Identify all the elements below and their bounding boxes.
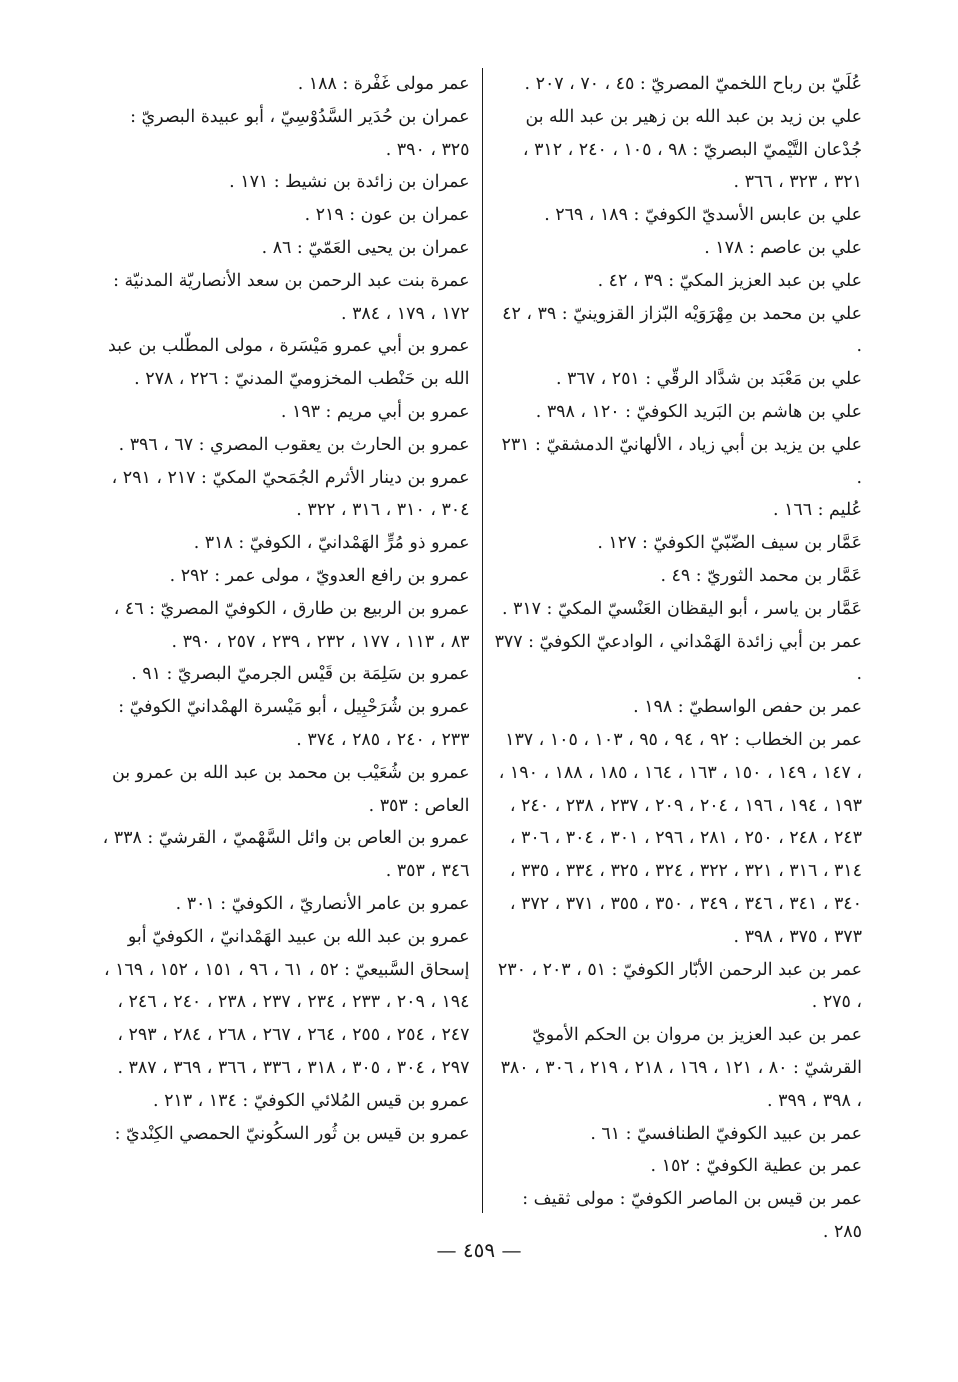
index-entry: علي بن عاصم : ١٧٨ . — [704, 237, 862, 258]
right-column — [487, 68, 863, 1242]
index-entry: عمرو بن عامر الأنصاريّ ، الكوفيّ : ٣٠١ . — [175, 893, 470, 914]
index-entry: عمرو بن قيس بن ثُور السكُونيّ الحمصي الكِنْديّ : — [114, 1123, 470, 1144]
index-entry: عمر بن عبد الرحمن الأبّار الكوفيّ : ٥١ ، ٢٠٣ ، ٢٣٠ ، ٢٧٥ . — [497, 959, 862, 1013]
index-entry: علي بن مَعْبَد بن شدَّاد الرقّي : ٢٥١ ، ٣٦٧ . — [555, 369, 862, 390]
index-entry: عمر بن عبيد الكوفيّ الطنافسيّ : ٦١ . — [590, 1123, 862, 1144]
index-entry: عمرو بن الربيع بن طارق ، الكوفيّ المصريّ : ٤٦ ، ٨٣ ، ١١٣ ، ١٧٧ ، ٢٣٢ ، ٢٣٩ ، ٢٥٧ ، ٣٩٠ . — [113, 598, 470, 652]
index-entry: علي بن محمد بن مِهْرَوَيْه البّزاز القزوينيّ : ٣٩ ، ٤٢ . — [502, 303, 862, 357]
index-entry: عمرو بن شُعَيْب بن محمد بن عبد الله بن عمرو بن العاص : ٣٥٣ . — [112, 762, 470, 816]
index-entry: عمرو ذو مُرٍّ الهَمْدانيّ ، الكوفيّ : ٣١٨ . — [193, 533, 470, 554]
index-entry: عمرو بن رافع العدويّ ، مولى عمر : ٢٩٢ . — [169, 565, 470, 586]
index-entry: عمرو بن العاص بن وائل السَّهْميّ ، القرشيّ : ٣٣٨ ، ٣٤٦ ، ٣٥٣ . — [102, 828, 470, 882]
index-entry: عُلَيّ بن رباح اللخميّ المصريّ : ٤٥ ، ٧٠ ، ٢٠٧ . — [524, 74, 862, 94]
index-entry: علي بن هاشم بن البَريد الكوفيّ : ١٢٠ ، ٣٩٨ . — [535, 401, 862, 422]
index-entry: علي بن عبد العزيز المكيّ : ٣٩ ، ٤٢ . — [597, 270, 862, 291]
index-entry: علي بن يزيد بن أبي زياد ، الألهانيّ الدمشقيّ : ٢٣١ . — [501, 434, 862, 488]
index-entry: عمرو بن أبي عمرو مَيْسَرة ، مولى المطّلب بن عبد الله بن حَنْطب المخزوميّ المدنيّ : ٢٢٦ ، ٢٧٨ . — [108, 336, 470, 390]
index-entry: علي بن زيد بن عبد الله بن زهير بن عبد الله بن جُدْعان التَّيْميّ البصريّ : ٩٨ ، ١٠٥ ، ٢٤٠ ، ٣١٢ ، ٣٢١ ، ٣٢٣ ، ٣٦٦ . — [522, 106, 862, 193]
index-entry: عمران بن زائدة بن نشيط : ١٧١ . — [229, 172, 470, 193]
index-entry: عَمَّار بن سيف الضّبّيّ الكوفيّ : ١٢٧ . — [597, 533, 862, 554]
index-entry: عُليم : ١٦٦ . — [773, 500, 862, 521]
index-entry: عمران بن حُدَير السَّدُوْسِيّ ، أبو عبيدة البصريّ : ٣٢٥ ، ٣٩٠ . — [130, 106, 470, 160]
index-entry: عمرو بن الحارث بن يعقوب المصري : ٦٧ ، ٣٩٦ . — [118, 434, 470, 455]
index-entry: عمران بن يحيى العَمّيّ : ٨٦ . — [261, 237, 470, 258]
index-entry: عمر بن حفص الواسطيّ : ١٩٨ . — [633, 697, 862, 718]
index-entry: عمر بن أبي زائدة الهَمْداني ، الوادعيّ الكوفيّ : ٣٧٧ . — [494, 631, 862, 685]
index-entry: عمر بن قيس بن الماصر الكوفيّ : مولى ثقيف : ٢٨٥ . — [522, 1189, 862, 1242]
column-divider — [482, 68, 483, 1213]
left-column — [102, 68, 478, 1218]
index-entry: علي بن عابس الأسديّ الكوفيّ : ١٨٩ ، ٢٦٩ . — [544, 205, 862, 226]
index-entry: عمرو بن عبد الله بن عبيد الهَمْدانيّ ، الكوفيّ أبو إسحاق السَّبيعيّ : ٥٢ ، ٦١ ، ٩٦ ، ١٥١ ، ١٥٢ ، ١٦٩ ، ١٩٤ ، ٢٠٩ ، ٢٣٣ ، ٢٣٤ ، ٢٣٧ ، ٢٣٨ ، ٢٤٠ ، ٢٤٦ ، ٢٤٧ ، ٢٥٤ ، ٢٥٥ ، ٢٦٤ ، ٢٦٧ ، ٢٦٨ ، ٢٨٤ ، ٢٩٣ ، ٢٩٧ ، ٣٠٤ ، ٣٠٥ ، ٣١٨ ، ٣٣٦ ، ٣٦٦ ، ٣٦٩ ، ٣٨٧ . — [103, 926, 470, 1078]
index-entry: عمرو بن دينار الأثرم الجُمَحيّ المكيّ : ٢١٧ ، ٢٩١ ، ٣٠٤ ، ٣١٠ ، ٣١٦ ، ٣٢٢ . — [111, 467, 470, 521]
index-columns — [102, 68, 862, 1242]
index-entry: عمرو بن قيس المُلائي الكوفيّ : ١٣٤ ، ٢١٣ . — [153, 1090, 470, 1111]
index-entry: عمران بن عون : ٢١٩ . — [304, 205, 470, 226]
index-entry: عمر بن الخطاب : ٩٢ ، ٩٤ ، ٩٥ ، ١٠٣ ، ١٠٥ ، ١٣٧ ، ١٤٧ ، ١٤٩ ، ١٥٠ ، ١٦٣ ، ١٦٤ ، ١٨٥ ، ١٨٨ ، ١٩٠ ، ١٩٣ ، ١٩٤ ، ١٩٦ ، ٢٠٤ ، ٢٠٩ ، ٢٣٧ ، ٢٣٨ ، ٢٤٠ ، ٢٤٣ ، ٢٤٨ ، ٢٥٠ ، ٢٨١ ، ٢٩٦ ، ٣٠١ ، ٣٠٤ ، ٣٠٦ ، ٣١٤ ، ٣١٦ ، ٣٢١ ، ٣٢٢ ، ٣٢٤ ، ٣٢٥ ، ٣٣٤ ، ٣٣٥ ، ٣٤٠ ، ٣٤١ ، ٣٤٦ ، ٣٤٩ ، ٣٥٠ ، ٣٥٥ ، ٣٧١ ، ٣٧٢ ، ٣٧٣ ، ٣٧٥ ، ٣٩٨ . — [498, 729, 862, 947]
index-entry: عمرة بنت عبد الرحمن بن سعد الأنصاريّة المدنيّة : ١٧٢ ، ١٧٩ ، ٣٨٤ . — [113, 270, 470, 324]
index-entry: عمرو بن شُرَحْبِيل ، أبو مَيْسرة الهمْدانيّ الكوفيّ : ٢٣٣ ، ٢٤٠ ، ٢٨٥ ، ٣٧٤ . — [118, 697, 470, 750]
index-entry: عمر بن عبد العزيز بن مروان بن الحكم الأمويّ القرشيّ : ٨٠ ، ١٢١ ، ١٦٩ ، ٢١٨ ، ٢١٩ ، ٣٠٦ ، ٣٨٠ ، ٣٩٨ ، ٣٩٩ . — [500, 1025, 862, 1111]
index-entry: عمر بن عطية الكوفيّ : ١٥٢ . — [650, 1156, 862, 1177]
index-entry: عمر مولى غَفْرة : ١٨٨ . — [297, 74, 470, 94]
index-entry: عمرو بن أبي مريم : ١٩٣ . — [280, 401, 470, 422]
index-entry: عمرو بن سَلِمَة بن قَيْس الجرميّ البصريّ : ٩١ . — [131, 664, 470, 685]
index-entry: عَمَّار بن محمد الثوريّ : ٤٩ . — [660, 565, 862, 586]
page-number: — ٤٥٩ — — [436, 1238, 522, 1262]
index-entry: عَمَّار بن ياسر ، أبو اليقظان العَنْسيّ المكيّ : ٣١٧ . — [501, 598, 862, 619]
